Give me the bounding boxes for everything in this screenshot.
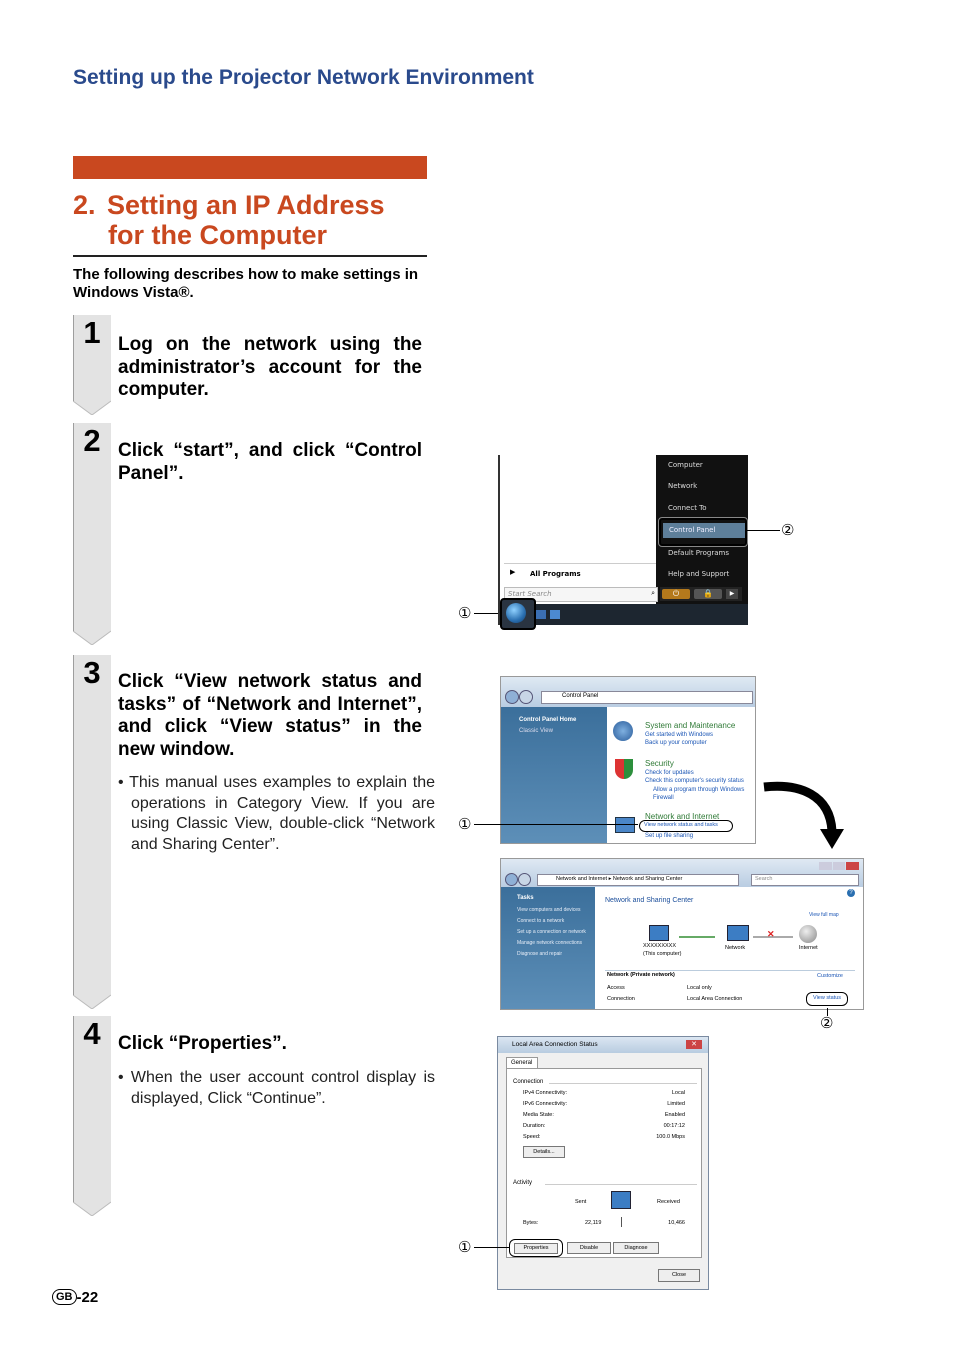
startmenu-item-default-programs[interactable]: Default Programs: [668, 549, 729, 557]
close-button[interactable]: Close: [658, 1269, 700, 1282]
search-input[interactable]: [751, 874, 859, 886]
callout-line: [746, 530, 780, 531]
power-options-arrow-icon[interactable]: ▶: [726, 589, 738, 599]
row-duration-value: 00:17:12: [663, 1123, 685, 1129]
callout-1-marker: ①: [458, 816, 472, 833]
header-title: Setting up the Projector Network Environment: [73, 66, 534, 89]
divider: [605, 970, 855, 971]
start-button[interactable]: [500, 598, 536, 630]
bytes-label: Bytes:: [523, 1220, 539, 1226]
windows-orb-icon: [506, 603, 526, 623]
internet-globe-icon: [799, 925, 817, 943]
network-section-label: Network (Private network): [607, 972, 675, 978]
network-label: Network: [725, 945, 746, 951]
task-view-computers[interactable]: View computers and devices: [517, 907, 581, 913]
section-title-line1: Setting an IP Address: [107, 190, 385, 220]
cat-security[interactable]: Security: [645, 759, 674, 768]
security-shield-icon: [615, 759, 633, 779]
minimize-icon[interactable]: [819, 862, 832, 870]
tab-panel: [506, 1068, 702, 1258]
section-number: 2.: [73, 190, 96, 220]
all-programs-label: All Programs: [530, 570, 581, 578]
row-ipv4-value: Local: [671, 1090, 685, 1096]
sidebar-classic-view[interactable]: Classic View: [519, 728, 553, 734]
startmenu-item-connect-to[interactable]: Connect To: [668, 504, 707, 512]
diagnose-button[interactable]: Diagnose: [613, 1242, 659, 1254]
step-text-3: Click “View network status and tasks” of “Network and Internet”, and click “View status” in the new window.: [118, 671, 422, 760]
details-button[interactable]: Details...: [523, 1146, 565, 1158]
all-programs-arrow-icon: ▶: [510, 568, 516, 576]
row-media-value: Enabled: [664, 1112, 685, 1118]
bytes-received: 10,466: [668, 1220, 685, 1226]
page-footer: [52, 1289, 98, 1306]
controlpanel-titlebar: [501, 677, 755, 707]
activity-heading: Activity: [513, 1180, 533, 1186]
properties-button[interactable]: Properties: [514, 1243, 558, 1254]
task-diagnose[interactable]: Diagnose and repair: [517, 951, 563, 957]
start-search-placeholder: Start Search: [508, 590, 552, 598]
callout-1-marker: ①: [458, 1239, 472, 1256]
cat-system-maintenance[interactable]: System and Maintenance: [645, 721, 736, 730]
connection-heading: Connection: [513, 1079, 544, 1085]
disable-button[interactable]: Disable: [567, 1242, 611, 1254]
window-controls: [819, 862, 859, 870]
startmenu-item-help-support[interactable]: Help and Support: [668, 570, 730, 578]
disconnected-x-icon: ✕: [767, 929, 775, 939]
quicklaunch-icon[interactable]: [550, 610, 560, 619]
network-activity-icon: [611, 1191, 631, 1209]
lock-icon[interactable]: 🔒: [694, 589, 722, 599]
row-ipv6-label: IPv6 Connectivity:: [523, 1101, 568, 1107]
row-media-label: Media State:: [523, 1112, 554, 1118]
address-bar[interactable]: [537, 874, 739, 886]
help-icon[interactable]: ?: [847, 889, 855, 897]
step-number-4: 4: [83, 1016, 101, 1051]
section-title: [73, 190, 433, 250]
search-placeholder: Search: [755, 876, 773, 882]
controlpanel-screenshot: [500, 676, 756, 844]
computer-name: XXXXXXXXX: [643, 943, 677, 949]
view-full-map-link[interactable]: View full map: [809, 912, 839, 918]
view-status-highlight: [806, 992, 848, 1006]
callout-2-marker: ②: [820, 1015, 834, 1032]
lanstatus-title: Local Area Connection Status: [512, 1041, 598, 1048]
close-icon[interactable]: [846, 862, 859, 870]
step-4-note: • When the user account control display is displayed, Click “Continue”.: [118, 1069, 435, 1107]
task-setup-connection[interactable]: Set up a connection or network: [517, 929, 586, 935]
internet-label: Internet: [799, 945, 818, 951]
row-ipv4-label: IPv4 Connectivity:: [523, 1090, 568, 1096]
link-back-up[interactable]: Back up your computer: [645, 740, 707, 746]
callout-1-marker: ①: [458, 605, 472, 622]
step-tab-2: [73, 423, 111, 645]
callout-2-marker: ②: [781, 522, 795, 539]
search-icon: ⌕: [651, 589, 655, 597]
step-text-1: Log on the network using the administrator’s account for the computer.: [118, 334, 422, 400]
link-security-status[interactable]: Check this computer's security status: [645, 778, 744, 784]
intro-text: The following describes how to make settings in Windows Vista®.: [73, 266, 419, 301]
task-connect[interactable]: Connect to a network: [517, 918, 565, 924]
customize-link[interactable]: Customize: [817, 973, 843, 979]
control-panel-highlight: [659, 518, 747, 546]
startmenu-item-network[interactable]: Network: [668, 482, 698, 490]
page-number: -22: [76, 1289, 99, 1306]
access-label: Access: [607, 985, 625, 991]
section-color-bar: [73, 156, 427, 179]
address-breadcrumb: Control Panel: [562, 693, 599, 699]
forward-icon[interactable]: [519, 690, 533, 704]
computer-sub: (This computer): [643, 951, 682, 957]
lanstatus-titlebar: [498, 1037, 708, 1053]
netcenter-titlebar: [501, 859, 863, 887]
task-manage-connections[interactable]: Manage network connections: [517, 940, 583, 946]
view-status-link[interactable]: View status: [813, 995, 842, 1001]
bytes-sent: 22,119: [585, 1220, 602, 1226]
section-title-line2: for the Computer: [108, 220, 327, 250]
step-number-1: 1: [83, 315, 101, 350]
divider: [545, 1184, 697, 1185]
link-allow-program[interactable]: Allow a program through Windows Firewall: [653, 787, 745, 801]
connection-label: Connection: [607, 996, 635, 1002]
all-programs-row[interactable]: [504, 563, 656, 582]
link-file-sharing[interactable]: Set up file sharing: [645, 833, 694, 839]
link-line: [679, 936, 715, 938]
step-text-4: Click “Properties”.: [118, 1033, 287, 1054]
callout-line: [474, 613, 498, 614]
step-tab-1: [73, 315, 111, 415]
power-icon[interactable]: ⏻: [662, 589, 690, 599]
row-speed-value: 100.0 Mbps: [656, 1134, 685, 1140]
divider: [621, 1217, 622, 1227]
row-speed-label: Speed:: [523, 1134, 541, 1140]
network-globe-icon: [615, 817, 635, 833]
computer-icon: [649, 925, 669, 941]
startmenu-item-computer[interactable]: Computer: [668, 461, 703, 469]
step-3-note: • This manual uses examples to explain the operations in Category View. If you are using Classic View, double-click “Network and Sharing Center”.: [118, 774, 435, 853]
system-maintenance-icon: [613, 721, 633, 741]
netcenter-title: Network and Sharing Center: [605, 897, 694, 904]
tasks-heading: Tasks: [517, 895, 534, 901]
startmenu-item-control-panel[interactable]: Control Panel: [663, 523, 745, 538]
step-tab-3: [73, 655, 111, 1009]
properties-highlight: [509, 1239, 563, 1257]
taskbar: [500, 604, 748, 625]
network-icon: [727, 925, 749, 941]
netcenter-sidebar: [501, 887, 595, 1009]
back-icon[interactable]: [505, 873, 518, 886]
netcenter-screenshot: [500, 858, 864, 1010]
step-number-2: 2: [83, 423, 101, 458]
row-ipv6-value: Limited: [667, 1101, 685, 1107]
sidebar-control-panel-home[interactable]: Control Panel Home: [519, 717, 577, 723]
region-badge: GB: [52, 1289, 77, 1305]
row-duration-label: Duration:: [523, 1123, 546, 1129]
divider: [549, 1083, 697, 1084]
step-number-3: 3: [83, 655, 101, 690]
controlpanel-sidebar: [501, 707, 607, 843]
close-icon[interactable]: ✕: [686, 1040, 702, 1049]
back-icon[interactable]: [505, 690, 519, 704]
tab-general-label: General: [511, 1060, 533, 1066]
sent-label: Sent: [575, 1199, 587, 1205]
callout-line: [474, 1247, 510, 1248]
received-label: Received: [657, 1199, 680, 1205]
curved-arrow-icon: [760, 775, 850, 855]
address-breadcrumb: Network and Internet ▸ Network and Sharing Center: [556, 876, 683, 882]
power-controls: [660, 587, 742, 601]
startmenu-right-pane: [656, 455, 748, 607]
cat-network-internet[interactable]: Network and Internet: [645, 812, 720, 821]
link-view-network-status[interactable]: View network status and tasks: [644, 822, 718, 828]
step-text-2: Click “start”, and click “Control Panel”.: [118, 440, 422, 484]
section-rule: [73, 255, 427, 257]
forward-icon[interactable]: [518, 873, 531, 886]
lanstatus-screenshot: [497, 1036, 709, 1290]
step-tab-4: [73, 1016, 111, 1216]
address-bar[interactable]: [541, 691, 753, 704]
startmenu-screenshot: [498, 455, 748, 625]
callout-line: [474, 824, 638, 825]
quicklaunch-icon[interactable]: [536, 610, 546, 619]
maximize-icon[interactable]: [833, 862, 846, 870]
access-value: Local only: [687, 985, 712, 991]
link-check-updates[interactable]: Check for updates: [645, 770, 694, 776]
link-get-started[interactable]: Get started with Windows: [645, 732, 714, 738]
view-network-status-highlight: [639, 820, 733, 832]
connection-value: Local Area Connection: [687, 996, 743, 1002]
